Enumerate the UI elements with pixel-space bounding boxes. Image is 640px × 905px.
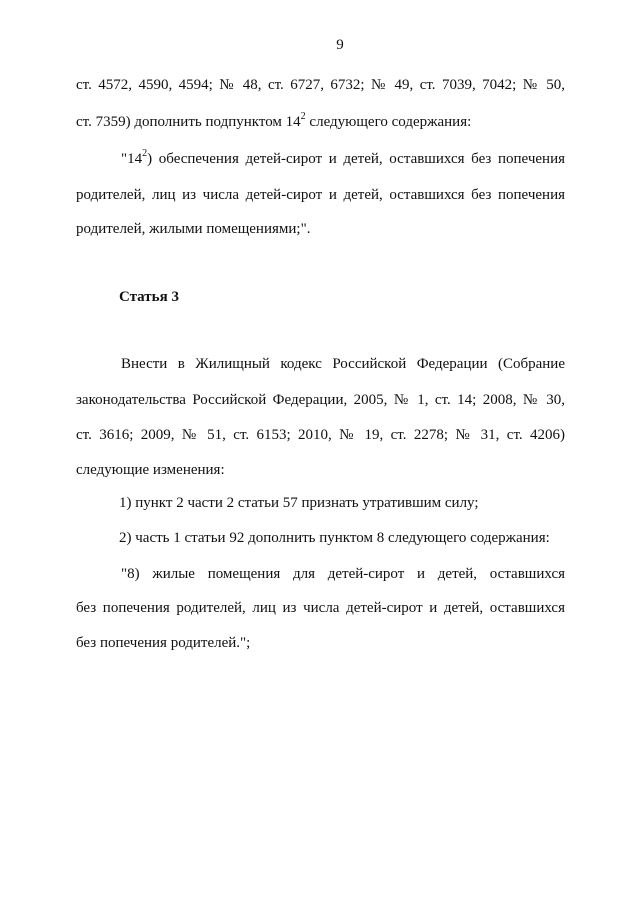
- text-fragment: ст. 7359) дополнить подпунктом 14: [76, 114, 301, 130]
- text-line: [76, 113, 471, 131]
- text-fragment: [121, 148, 565, 167]
- text-line: ст. 4572, 4590, 4594; № 48, ст. 6727, 6732; № 49, ст. 7039, 7042; № 50,: [76, 77, 565, 93]
- text-line: законодательства Российской Федерации, 2005, № 1, ст. 14; 2008, № 30,: [76, 392, 565, 408]
- text-line: "8) жилые помещения для детей-сирот и детей, оставшихся: [121, 566, 565, 582]
- list-item: 2) часть 1 статьи 92 дополнить пунктом 8 следующего содержания:: [119, 530, 550, 546]
- text-line: без попечения родителей, лиц из числа детей-сирот и детей, оставшихся: [76, 600, 565, 616]
- page-number: 9: [336, 37, 344, 53]
- text-line: Внести в Жилищный кодекс Российской Федерации (Собрание: [121, 356, 565, 372]
- superscript: 2: [142, 148, 148, 159]
- text-fragment: следующего содержания:: [305, 114, 472, 130]
- section-heading: Статья 3: [119, 289, 179, 305]
- superscript: 2: [300, 111, 306, 122]
- text-line: родителей, лиц из числа детей-сирот и детей, оставшихся без попечения: [76, 187, 565, 203]
- text-line: [121, 150, 565, 168]
- text-line: следующие изменения:: [76, 462, 225, 478]
- text-line: родителей, жилыми помещениями;".: [76, 221, 311, 237]
- text-line: ст. 3616; 2009, № 51, ст. 6153; 2010, № 19, ст. 2278; № 31, ст. 4206): [76, 427, 565, 443]
- text-line: без попечения родителей.";: [76, 635, 251, 651]
- list-item: 1) пункт 2 части 2 статьи 57 признать утратившим силу;: [119, 495, 479, 511]
- text-fragment: ) обеспечения детей-сирот и детей, оставшихся без попечения: [147, 151, 565, 167]
- text-fragment: "14: [121, 151, 143, 167]
